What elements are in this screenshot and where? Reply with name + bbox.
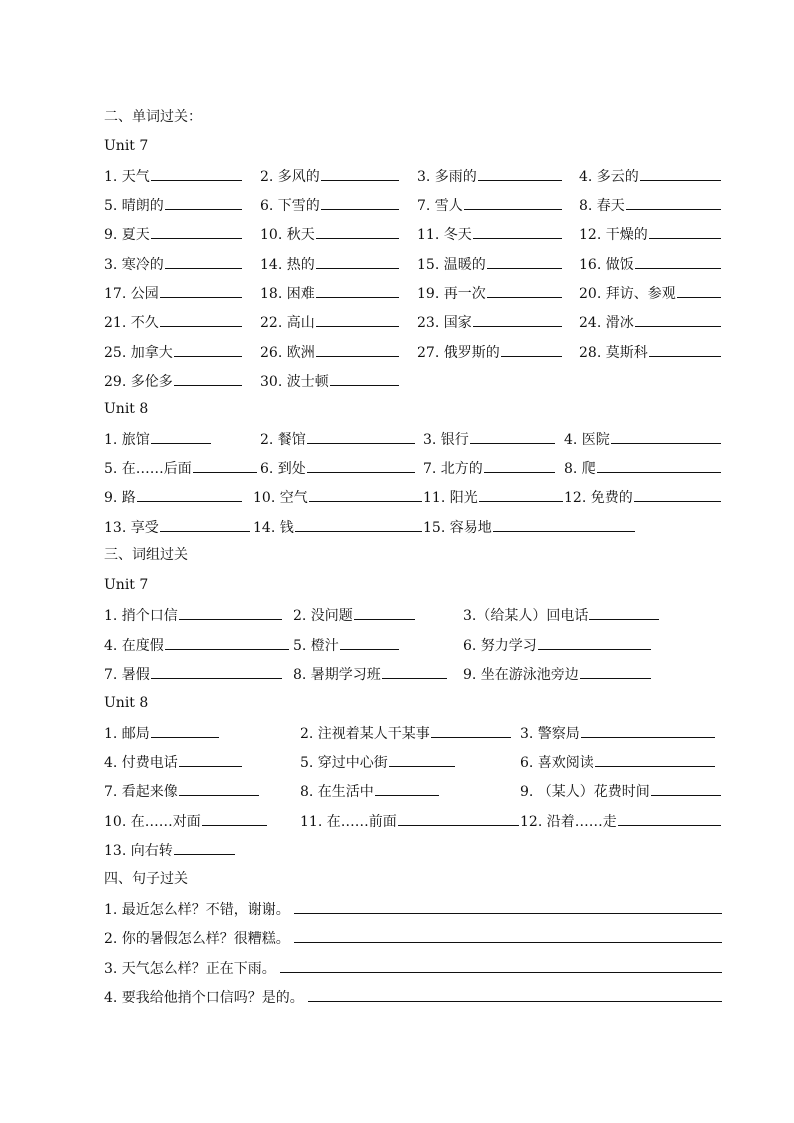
blank-item bbox=[104, 341, 242, 363]
answer-blank[interactable] bbox=[137, 486, 242, 502]
sentence-prompt: 4. 要我给他捎个口信吗？是的。 bbox=[104, 990, 304, 1006]
blank-item bbox=[104, 516, 250, 538]
blank-item bbox=[104, 810, 267, 832]
answer-blank[interactable] bbox=[618, 810, 721, 826]
answer-blank[interactable] bbox=[295, 516, 422, 532]
item-label: 9. 夏天 bbox=[104, 227, 150, 243]
blank-item bbox=[104, 722, 219, 744]
answer-blank[interactable] bbox=[280, 957, 722, 973]
answer-blank[interactable] bbox=[193, 457, 257, 473]
blank-item bbox=[104, 370, 242, 392]
item-label: 19. 再一次 bbox=[417, 286, 486, 302]
answer-blank[interactable] bbox=[484, 457, 555, 473]
item-label: 5. 橙汁 bbox=[293, 638, 339, 654]
row bbox=[0, 370, 794, 390]
answer-blank[interactable] bbox=[651, 780, 721, 796]
item-label: 7. 暑假 bbox=[104, 667, 150, 683]
item-label: 28. 莫斯科 bbox=[579, 345, 648, 361]
blank-item bbox=[579, 311, 721, 333]
blank-item bbox=[423, 516, 635, 538]
blank-item bbox=[520, 780, 721, 802]
answer-blank[interactable] bbox=[479, 486, 563, 502]
blank-item bbox=[417, 311, 562, 333]
blank-item bbox=[104, 165, 242, 187]
item-label: 6. 努力学习 bbox=[463, 638, 537, 654]
sentence-prompt: 1. 最近怎么样？不错，谢谢。 bbox=[104, 902, 290, 918]
sentence-row bbox=[104, 957, 722, 977]
item-label: 8. 春天 bbox=[579, 198, 625, 214]
row bbox=[0, 722, 794, 742]
answer-blank[interactable] bbox=[470, 428, 555, 444]
item-label: 20. 拜访、参观 bbox=[579, 286, 676, 302]
blank-item bbox=[463, 634, 651, 656]
item-label: 29. 多伦多 bbox=[104, 374, 173, 390]
item-label: 6. 下雪的 bbox=[260, 198, 320, 214]
blank-item bbox=[300, 722, 511, 744]
answer-blank[interactable] bbox=[649, 341, 721, 357]
item-label: 1. 邮局 bbox=[104, 726, 150, 742]
item-label: 24. 滑冰 bbox=[579, 315, 634, 331]
answer-blank[interactable] bbox=[580, 663, 651, 679]
answer-blank[interactable] bbox=[640, 165, 721, 181]
row bbox=[0, 428, 794, 448]
blank-item bbox=[104, 428, 211, 450]
answer-blank[interactable] bbox=[316, 311, 399, 327]
blank-item bbox=[579, 194, 721, 216]
blank-item bbox=[104, 780, 259, 802]
item-label: 4. 在度假 bbox=[104, 638, 164, 654]
blank-item bbox=[104, 839, 235, 861]
item-label: 14. 热的 bbox=[260, 257, 315, 273]
answer-blank[interactable] bbox=[611, 428, 721, 444]
item-label: 5. 穿过中心街 bbox=[300, 755, 388, 771]
blank-item bbox=[253, 486, 422, 508]
item-label: 9. 路 bbox=[104, 490, 136, 506]
item-label: 1. 捎个口信 bbox=[104, 608, 178, 624]
blank-item bbox=[423, 457, 555, 479]
item-label: 2. 餐馆 bbox=[260, 432, 306, 448]
answer-blank[interactable] bbox=[165, 253, 242, 269]
section-title-phrases: 三、词组过关 bbox=[104, 547, 188, 563]
row bbox=[0, 486, 794, 506]
row bbox=[0, 751, 794, 771]
section-title-sentences: 四、句子过关 bbox=[104, 871, 188, 887]
answer-blank[interactable] bbox=[160, 516, 250, 532]
answer-blank[interactable] bbox=[308, 986, 722, 1002]
blank-item bbox=[260, 253, 399, 275]
answer-blank[interactable] bbox=[160, 282, 242, 298]
item-label: 6. 到处 bbox=[260, 461, 306, 477]
answer-blank[interactable] bbox=[581, 722, 715, 738]
item-label: 7. 北方的 bbox=[423, 461, 483, 477]
answer-blank[interactable] bbox=[340, 634, 399, 650]
answer-blank[interactable] bbox=[316, 253, 399, 269]
blank-item bbox=[104, 604, 282, 626]
answer-blank[interactable] bbox=[634, 486, 721, 502]
item-label: 11. 冬天 bbox=[417, 227, 472, 243]
answer-blank[interactable] bbox=[635, 311, 721, 327]
blank-item bbox=[104, 253, 242, 275]
answer-blank[interactable] bbox=[649, 223, 721, 239]
item-label: 5. 晴朗的 bbox=[104, 198, 164, 214]
item-label: 13. 享受 bbox=[104, 520, 159, 536]
item-label: 15. 温暖的 bbox=[417, 257, 486, 273]
item-label: 15. 容易地 bbox=[423, 520, 492, 536]
blank-item bbox=[260, 428, 415, 450]
blank-item bbox=[260, 370, 399, 392]
sentence-row bbox=[104, 898, 722, 918]
item-label: 12. 干燥的 bbox=[579, 227, 648, 243]
blank-item bbox=[104, 282, 242, 304]
blank-item bbox=[300, 810, 519, 832]
item-label: 9. 坐在游泳池旁边 bbox=[463, 667, 579, 683]
answer-blank[interactable] bbox=[307, 457, 415, 473]
unit-7-label: Unit 7 bbox=[104, 577, 149, 593]
blank-item bbox=[300, 751, 455, 773]
item-label: 27. 俄罗斯的 bbox=[417, 345, 500, 361]
item-label: 3. 警察局 bbox=[520, 726, 580, 742]
blank-item bbox=[417, 253, 562, 275]
row bbox=[0, 194, 794, 214]
item-label: 11. 在……前面 bbox=[300, 814, 397, 830]
item-label: 16. 做饭 bbox=[579, 257, 634, 273]
blank-item bbox=[520, 751, 715, 773]
item-label: 3.（给某人）回电话 bbox=[463, 608, 589, 624]
answer-blank[interactable] bbox=[597, 457, 721, 473]
item-label: 25. 加拿大 bbox=[104, 345, 173, 361]
item-label: 4. 医院 bbox=[564, 432, 610, 448]
item-label: 2. 多风的 bbox=[260, 169, 320, 185]
blank-item bbox=[579, 223, 721, 245]
row bbox=[0, 663, 794, 683]
item-label: 21. 不久 bbox=[104, 315, 159, 331]
item-label: 5. 在……后面 bbox=[104, 461, 192, 477]
answer-blank[interactable] bbox=[316, 341, 399, 357]
blank-item bbox=[579, 282, 721, 304]
blank-item bbox=[463, 604, 659, 626]
blank-item bbox=[293, 663, 447, 685]
blank-item bbox=[417, 194, 562, 216]
item-label: 10. 在……对面 bbox=[104, 814, 201, 830]
blank-item bbox=[104, 194, 242, 216]
section-title-words: 二、单词过关： bbox=[104, 109, 202, 125]
row bbox=[0, 780, 794, 800]
answer-blank[interactable] bbox=[473, 311, 562, 327]
item-label: 4. 多云的 bbox=[579, 169, 639, 185]
blank-item bbox=[104, 457, 257, 479]
blank-item bbox=[260, 194, 399, 216]
answer-blank[interactable] bbox=[151, 428, 211, 444]
blank-item bbox=[579, 341, 721, 363]
answer-blank[interactable] bbox=[307, 428, 415, 444]
blank-item bbox=[104, 486, 242, 508]
answer-blank[interactable] bbox=[309, 486, 422, 502]
answer-blank[interactable] bbox=[174, 341, 242, 357]
answer-blank[interactable] bbox=[316, 282, 399, 298]
answer-blank[interactable] bbox=[151, 722, 219, 738]
row bbox=[0, 604, 794, 624]
answer-blank[interactable] bbox=[501, 341, 562, 357]
sentence-row bbox=[104, 986, 722, 1006]
blank-item bbox=[564, 428, 721, 450]
answer-blank[interactable] bbox=[179, 604, 282, 620]
item-label: 12. 免费的 bbox=[564, 490, 633, 506]
blank-item bbox=[520, 810, 721, 832]
answer-blank[interactable] bbox=[589, 604, 659, 620]
item-label: 10. 空气 bbox=[253, 490, 308, 506]
item-label: 4. 付费电话 bbox=[104, 755, 178, 771]
row bbox=[0, 223, 794, 243]
answer-blank[interactable] bbox=[179, 751, 242, 767]
answer-blank[interactable] bbox=[382, 663, 447, 679]
blank-item bbox=[463, 663, 651, 685]
row bbox=[0, 311, 794, 331]
blank-item bbox=[104, 311, 242, 333]
blank-item bbox=[260, 341, 399, 363]
blank-item bbox=[520, 722, 715, 744]
item-label: 26. 欧洲 bbox=[260, 345, 315, 361]
answer-blank[interactable] bbox=[294, 927, 722, 943]
row bbox=[0, 165, 794, 185]
item-label: 30. 波士顿 bbox=[260, 374, 329, 390]
sentence-prompt: 2. 你的暑假怎么样？很糟糕。 bbox=[104, 931, 290, 947]
item-label: 2. 没问题 bbox=[293, 608, 353, 624]
answer-blank[interactable] bbox=[635, 253, 721, 269]
answer-blank[interactable] bbox=[389, 751, 455, 767]
blank-item bbox=[423, 486, 563, 508]
answer-blank[interactable] bbox=[165, 194, 242, 210]
item-label: 13. 向右转 bbox=[104, 843, 173, 859]
answer-blank[interactable] bbox=[294, 898, 722, 914]
unit-8-label: Unit 8 bbox=[104, 695, 149, 711]
blank-item bbox=[417, 282, 562, 304]
row bbox=[0, 282, 794, 302]
blank-item bbox=[260, 457, 415, 479]
answer-blank[interactable] bbox=[151, 165, 242, 181]
blank-item bbox=[579, 165, 721, 187]
sentence-row bbox=[104, 927, 722, 947]
answer-blank[interactable] bbox=[538, 634, 651, 650]
sentence-prompt: 3. 天气怎么样？正在下雨。 bbox=[104, 961, 276, 977]
answer-blank[interactable] bbox=[487, 282, 562, 298]
answer-blank[interactable] bbox=[160, 311, 242, 327]
blank-item bbox=[417, 341, 562, 363]
blank-item bbox=[579, 253, 721, 275]
answer-blank[interactable] bbox=[626, 194, 721, 210]
blank-item bbox=[260, 223, 399, 245]
item-label: 22. 高山 bbox=[260, 315, 315, 331]
item-label: 12. 沿着……走 bbox=[520, 814, 617, 830]
blank-item bbox=[104, 663, 282, 685]
answer-blank[interactable] bbox=[321, 194, 399, 210]
blank-item bbox=[260, 282, 399, 304]
answer-blank[interactable] bbox=[431, 722, 511, 738]
item-label: 8. 在生活中 bbox=[300, 784, 374, 800]
answer-blank[interactable] bbox=[677, 282, 721, 298]
answer-blank[interactable] bbox=[151, 663, 282, 679]
item-label: 3. 多雨的 bbox=[417, 169, 477, 185]
answer-blank[interactable] bbox=[473, 223, 562, 239]
blank-item bbox=[564, 457, 721, 479]
row bbox=[0, 810, 794, 830]
blank-item bbox=[293, 634, 399, 656]
unit-8-label: Unit 8 bbox=[104, 401, 149, 417]
item-label: 3. 银行 bbox=[423, 432, 469, 448]
item-label: 3. 寒冷的 bbox=[104, 257, 164, 273]
answer-blank[interactable] bbox=[487, 253, 562, 269]
item-label: 9. （某人）花费时间 bbox=[520, 784, 650, 800]
blank-item bbox=[260, 311, 399, 333]
item-label: 17. 公园 bbox=[104, 286, 159, 302]
item-label: 8. 暑期学习班 bbox=[293, 667, 381, 683]
item-label: 23. 国家 bbox=[417, 315, 472, 331]
blank-item bbox=[104, 223, 242, 245]
answer-blank[interactable] bbox=[316, 223, 399, 239]
blank-item bbox=[260, 165, 399, 187]
row bbox=[0, 634, 794, 654]
answer-blank[interactable] bbox=[321, 165, 399, 181]
answer-blank[interactable] bbox=[354, 604, 415, 620]
item-label: 7. 看起来像 bbox=[104, 784, 178, 800]
answer-blank[interactable] bbox=[330, 370, 399, 386]
answer-blank[interactable] bbox=[398, 810, 519, 826]
answer-blank[interactable] bbox=[202, 810, 267, 826]
item-label: 10. 秋天 bbox=[260, 227, 315, 243]
answer-blank[interactable] bbox=[464, 194, 562, 210]
unit-7-label: Unit 7 bbox=[104, 138, 149, 154]
blank-item bbox=[423, 428, 555, 450]
blank-item bbox=[104, 634, 289, 656]
answer-blank[interactable] bbox=[165, 634, 289, 650]
answer-blank[interactable] bbox=[151, 223, 242, 239]
row bbox=[0, 516, 794, 536]
blank-item bbox=[564, 486, 721, 508]
item-label: 11. 阳光 bbox=[423, 490, 478, 506]
blank-item bbox=[300, 780, 439, 802]
answer-blank[interactable] bbox=[493, 516, 635, 532]
answer-blank[interactable] bbox=[174, 370, 242, 386]
row bbox=[0, 457, 794, 477]
blank-item bbox=[104, 751, 242, 773]
row bbox=[0, 253, 794, 273]
row bbox=[0, 839, 794, 859]
blank-item bbox=[417, 223, 562, 245]
answer-blank[interactable] bbox=[478, 165, 562, 181]
item-label: 8. 爬 bbox=[564, 461, 596, 477]
item-label: 1. 天气 bbox=[104, 169, 150, 185]
answer-blank[interactable] bbox=[595, 751, 715, 767]
item-label: 1. 旅馆 bbox=[104, 432, 150, 448]
item-label: 7. 雪人 bbox=[417, 198, 463, 214]
item-label: 2. 注视着某人干某事 bbox=[300, 726, 430, 742]
item-label: 18. 困难 bbox=[260, 286, 315, 302]
answer-blank[interactable] bbox=[375, 780, 439, 796]
answer-blank[interactable] bbox=[174, 839, 235, 855]
blank-item bbox=[253, 516, 422, 538]
blank-item bbox=[293, 604, 415, 626]
row bbox=[0, 341, 794, 361]
blank-item bbox=[417, 165, 562, 187]
item-label: 14. 钱 bbox=[253, 520, 294, 536]
item-label: 6. 喜欢阅读 bbox=[520, 755, 594, 771]
answer-blank[interactable] bbox=[179, 780, 259, 796]
